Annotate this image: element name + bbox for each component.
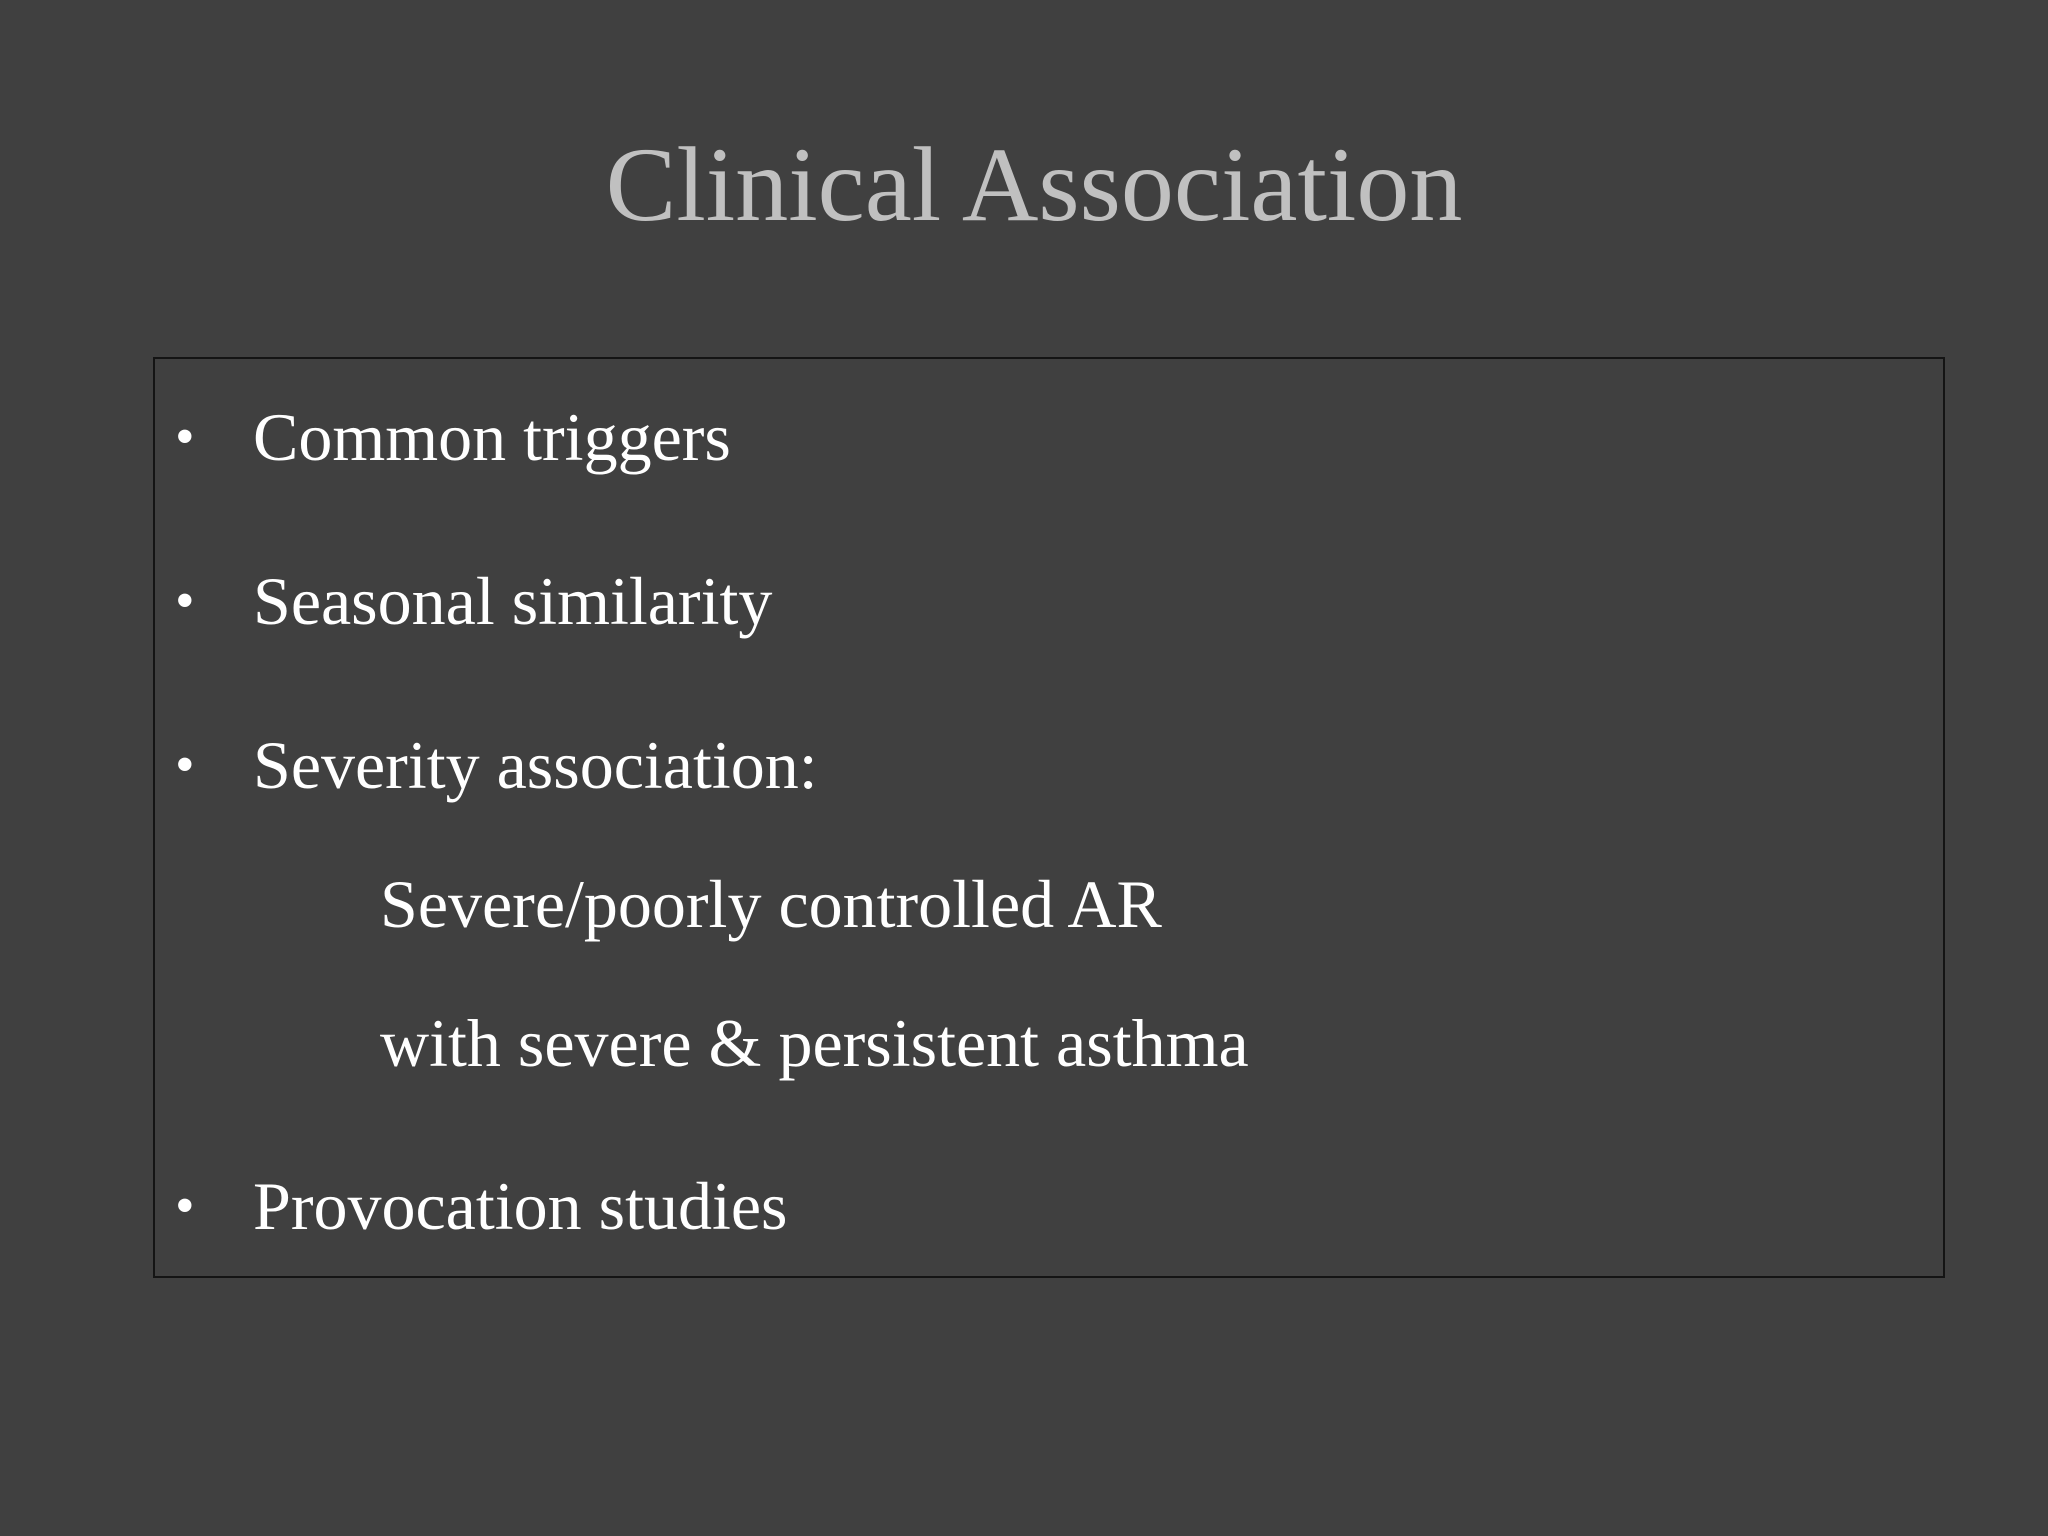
bullet-text: Severity association: xyxy=(253,727,818,803)
bullet-list-box xyxy=(153,357,1945,1278)
bullet-icon: • xyxy=(175,1175,195,1237)
sub-line-text: with severe & persistent asthma xyxy=(380,1005,1249,1081)
bullet-text: Provocation studies xyxy=(253,1168,788,1244)
bullet-icon: • xyxy=(175,734,195,796)
bullet-icon: • xyxy=(175,570,195,632)
bullet-icon: • xyxy=(175,406,195,468)
bullet-text: Seasonal similarity xyxy=(253,563,773,639)
bullet-text: Common triggers xyxy=(253,399,731,475)
slide-title: Clinical Association xyxy=(605,126,1463,243)
sub-line-text: Severe/poorly controlled AR xyxy=(380,866,1162,942)
